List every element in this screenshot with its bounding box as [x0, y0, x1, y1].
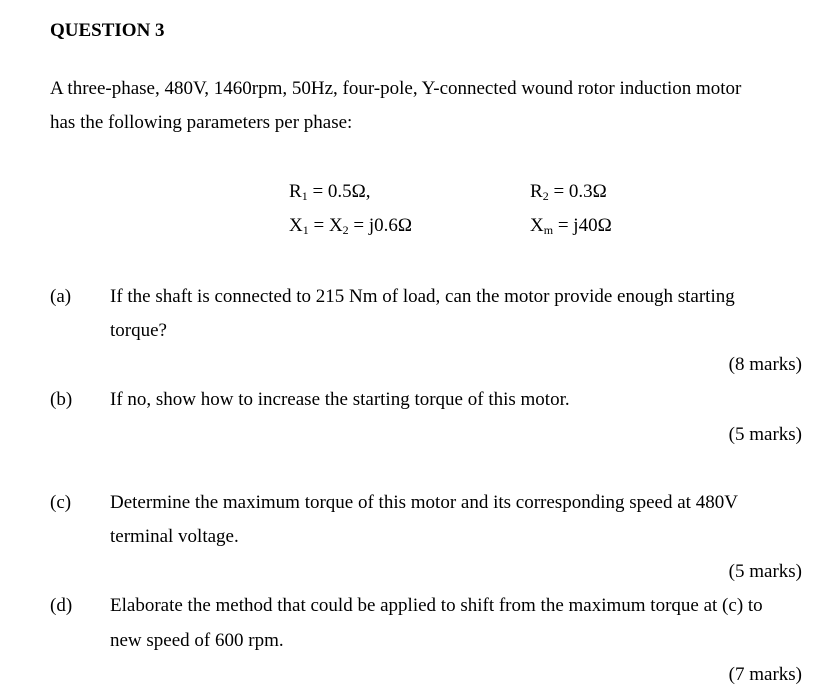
- param-r1: $R_1 = 0.5\Omega$,: [289, 181, 371, 203]
- param-xm: $X_m = j40\Omega$: [530, 215, 612, 237]
- part-d-label: (d): [50, 595, 73, 616]
- part-c-line-2: terminal voltage.: [110, 526, 239, 547]
- part-d-line-1: Elaborate the method that could be applied to shift from the maximum torque at (c) to: [110, 595, 763, 616]
- part-d-marks: (7 marks): [728, 664, 802, 685]
- part-c-marks: (5 marks): [728, 561, 802, 582]
- part-a-line-1: If the shaft is connected to 215 Nm of load, can the motor provide enough starting: [110, 286, 735, 307]
- part-a-label: (a): [50, 286, 72, 307]
- part-b-marks: (5 marks): [728, 424, 802, 445]
- part-c-label: (c): [50, 492, 72, 513]
- part-a-line-2: torque?: [110, 320, 167, 341]
- part-b-line-1: If no, show how to increase the starting torque of this motor.: [110, 389, 570, 410]
- param-x1-x2: $X_1 = X_2 = j0.6\Omega$: [289, 215, 413, 237]
- part-a-marks: (8 marks): [728, 354, 802, 375]
- part-b-label: (b): [50, 389, 73, 410]
- intro-line-1: A three-phase, 480V, 1460rpm, 50Hz, four-pole, Y-connected wound rotor induction motor: [50, 78, 742, 99]
- question-heading: QUESTION 3: [50, 20, 165, 41]
- intro-line-2: has the following parameters per phase:: [50, 112, 353, 133]
- part-c-line-1: Determine the maximum torque of this motor and its corresponding speed at 480V: [110, 492, 738, 513]
- part-d-line-2: new speed of 600 rpm.: [110, 630, 284, 651]
- param-r2: $R_2 = 0.3\Omega$: [530, 181, 607, 203]
